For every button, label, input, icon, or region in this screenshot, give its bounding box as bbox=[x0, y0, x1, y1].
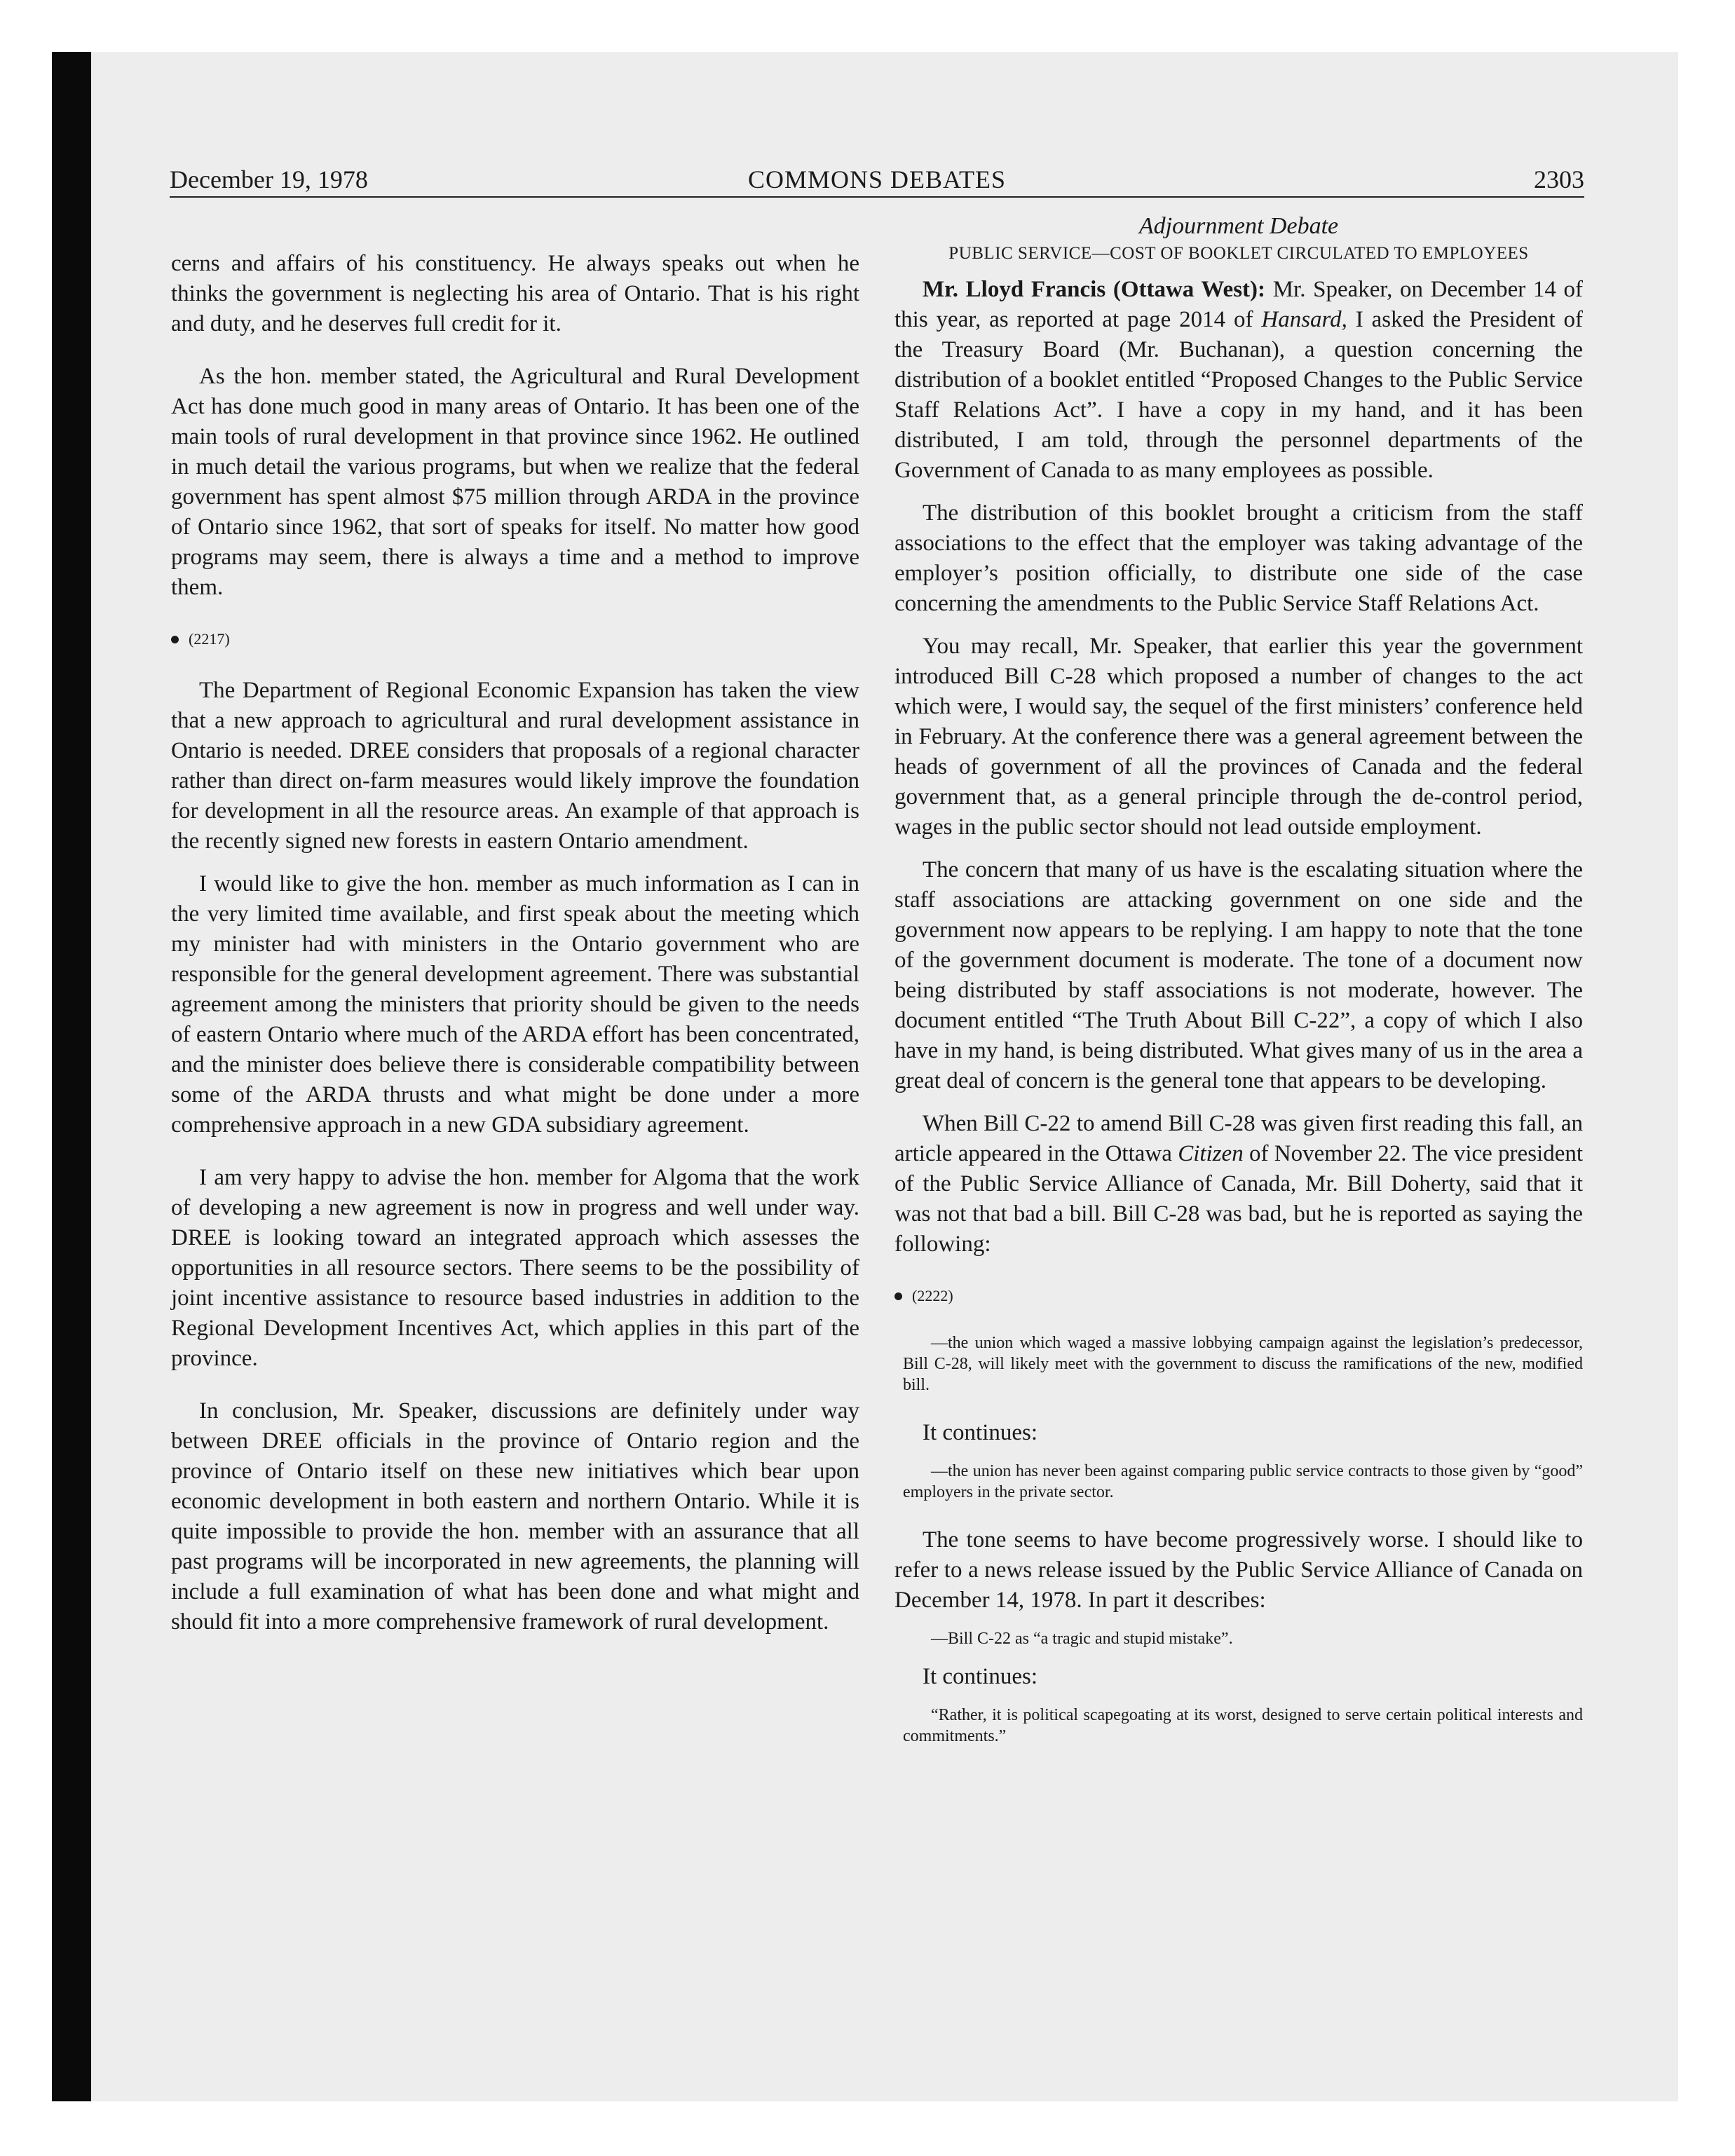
text-span: I asked the President of the Treasury Board (Mr. Buchanan), a question concerning the distribution of a booklet entitled “Proposed Changes to the Public Service Staff Relations Act”. I have a copy in my hand, and it has been distributed, I am told, through the personnel departments of the Government of Canada to as many employees as possible. bbox=[894, 307, 1584, 483]
section-title: Adjournment Debate bbox=[1138, 213, 1339, 239]
paragraph: The distribution of this booklet brought a criticism from the staff associations to the effect that the employer was taking advantage of the employer’s position officially, to distribute one side of the case concerning the amendments to the Public Service Staff Relations Act. bbox=[894, 500, 1583, 616]
quotation: “Rather, it is political scapegoating at its worst, designed to serve certain political interests and commitments.” bbox=[903, 1706, 1583, 1745]
header-title: COMMONS DEBATES bbox=[747, 165, 1007, 193]
publication-name: Hansard, bbox=[1261, 307, 1347, 332]
paragraph bbox=[894, 1109, 1583, 1260]
paragraph: The Department of Regional Economic Expansion has taken the view that a new approach to agricultural and rural development assistance in Ontario is needed. DREE considers that proposals of a regional character rather than direct on-farm measures would likely improve the foundation for development in all the resource areas. An example of that approach is the recently signed new forests in eastern Ontario amendment. bbox=[171, 678, 859, 854]
speaker-name: Mr. Lloyd Francis (Ottawa West): bbox=[923, 277, 1266, 302]
paragraph: The concern that many of us have is the escalating situation where the staff associations are attacking government on one side and the government now appears to be replying. I am happy to note that the tone of the government document is moderate. The tone of a document now being distributed by staff associations is not moderate, however. The document entitled “The Truth About Bill C-22”, a copy of which I also have in my hand, is being distributed. What gives many of us in the area a great deal of concern is the general tone that appears to be developing. bbox=[894, 857, 1583, 1093]
page-header bbox=[170, 160, 1584, 199]
time-marker-label: (2217) bbox=[189, 630, 230, 648]
debate-subject: PUBLIC SERVICE—COST OF BOOKLET CIRCULATED TO EMPLOYEES bbox=[948, 244, 1529, 263]
quotation: —Bill C-22 as “a tragic and stupid mistake”. bbox=[931, 1630, 1233, 1648]
time-marker bbox=[171, 625, 859, 653]
scan-edge-bar bbox=[52, 52, 91, 2101]
paragraph: It continues: bbox=[923, 1420, 1038, 1445]
right-column bbox=[894, 210, 1583, 1747]
time-marker-label: (2222) bbox=[912, 1287, 953, 1304]
bullet-icon bbox=[171, 636, 179, 643]
header-page-number: 2303 bbox=[1534, 165, 1584, 193]
paragraph: I would like to give the hon. member as much information as I can in the very limited time available, and first speak about the meeting which my minister had with ministers in the Ontario government who are responsible for the general development agreement. There was substantial agreement among the ministers that priority should be given to the needs of eastern Ontario where much of the ARDA effort has been concentrated, and the minister does believe there is considerable compatibility between some of the ARDA thrusts and what might be done under a more comprehensive approach in a new GDA subsidiary agreement. bbox=[171, 871, 859, 1138]
time-marker bbox=[894, 1282, 1583, 1310]
header-rule bbox=[170, 196, 1584, 198]
text-span: When Bill C-22 to amend Bill C-28 was given first reading this fall, an article appeared in the Ottawa bbox=[894, 1111, 1583, 1166]
paragraph: I am very happy to advise the hon. member for Algoma that the work of developing a new agreement is now in progress and well under way. DREE is looking toward an integrated approach which assesses the opportunities in all resource sectors. There seems to be the possibility of joint incentive assistance to resource based industries in addition to the Regional Development Incentives Act, which applies in this part of the province. bbox=[171, 1165, 859, 1371]
paragraph: cerns and affairs of his constituency. He always speaks out when he thinks the government is neglecting his area of Ontario. That is his right and duty, and he deserves full credit for it. bbox=[171, 251, 859, 336]
paragraph: You may recall, Mr. Speaker, that earlier this year the government introduced Bill C-28 which proposed a number of changes to the act which were, I would say, the sequel of the first ministers’ conference held in February. At the conference there was a general agreement between the heads of government of all the provinces of Canada and the federal government that, as a general principle through the de-control period, wages in the public sector should not lead outside employment. bbox=[894, 634, 1583, 840]
publication-name: Citizen bbox=[1178, 1141, 1244, 1166]
left-column bbox=[171, 249, 859, 1637]
paragraph bbox=[894, 275, 1583, 486]
paragraph: It continues: bbox=[923, 1664, 1038, 1689]
quotation: —the union has never been against comparing public service contracts to those given by “good” employers in the private sector. bbox=[903, 1462, 1583, 1501]
bullet-icon bbox=[894, 1292, 902, 1300]
quotation: —the union which waged a massive lobbying campaign against the legislation’s predecessor, Bill C-28, will likely meet with the government to discuss the ramifications of the new, modified bill. bbox=[903, 1334, 1583, 1394]
paragraph: In conclusion, Mr. Speaker, discussions are definitely under way between DREE officials in the province of Ontario region and the province of Ontario itself on these new initiatives which bear upon economic development in both eastern and northern Ontario. While it is quite impossible to provide the hon. member with an assurance that all past programs will be incorporated in new agreements, the planning will include a full examination of what has been done and what might and should fit into a more comprehensive framework of rural development. bbox=[171, 1398, 859, 1635]
paragraph: As the hon. member stated, the Agricultural and Rural Development Act has done much good in many areas of Ontario. It has been one of the main tools of rural development in that province since 1962. He outlined in much detail the various programs, but when we realize that the federal government has spent almost $75 million through ARDA in the province of Ontario since 1962, that sort of speaks for itself. No matter how good programs may seem, there is always a time and a method to improve them. bbox=[171, 364, 859, 600]
header-date: December 19, 1978 bbox=[170, 165, 368, 193]
text-span: Mr. Speaker, on December 14 of this year, as reported at page 2014 of bbox=[894, 277, 1584, 332]
text-span: of November 22. The vice president of the Public Service Alliance of Canada, Mr. Bill Doherty, said that it was not that bad a bill. Bill C-28 was bad, but he is reported as saying the following: bbox=[894, 1141, 1584, 1257]
paragraph: The tone seems to have become progressively worse. I should like to refer to a news release issued by the Public Service Alliance of Canada on December 14, 1978. In part it describes: bbox=[894, 1527, 1583, 1613]
